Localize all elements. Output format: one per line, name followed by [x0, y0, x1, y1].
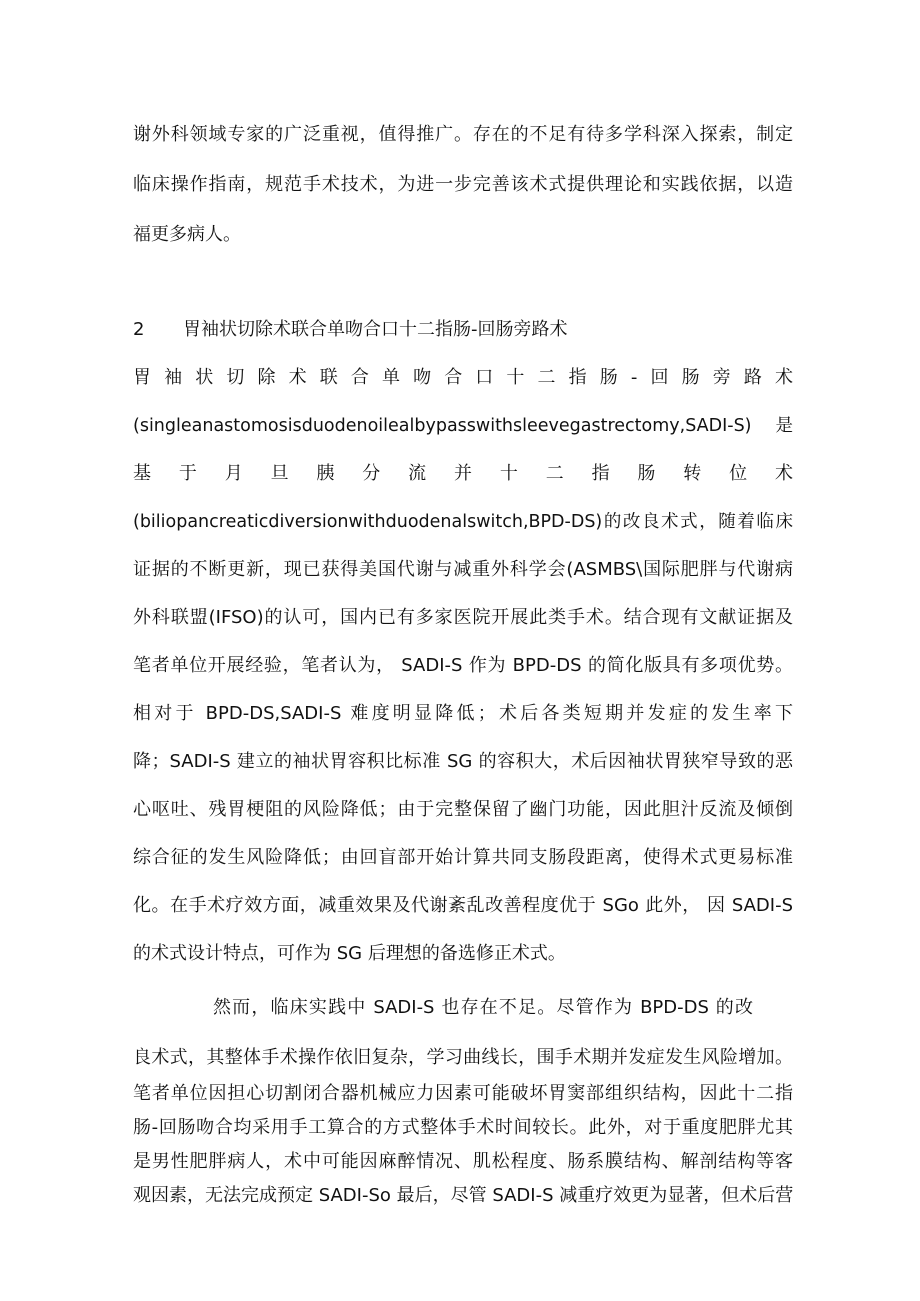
paragraph-2-line-12: 化。在手术疗效方面，减重效果及代谢紊乱改善程度优于 SGo 此外， 因 SADI-S — [133, 895, 793, 916]
paragraph-2-line-5: 证据的不断更新，现已获得美国代谢与减重外科学会(ASMBS\国际肥胖与代谢病 — [133, 559, 793, 580]
paragraph-3-line-2: 良术式，其整体手术操作依旧复杂，学习曲线长，围手术期并发症发生风险增加。 — [133, 1047, 793, 1068]
paragraph-2-line-4: (biliopancreaticdiversionwithduodenalswitch,BPD-DS)的改良术式，随着临床 — [133, 512, 793, 532]
section-number: 2 — [133, 319, 145, 340]
section-title: 胃袖状切除术联合单吻合口十二指肠-回肠旁路术 — [183, 319, 568, 340]
paragraph-2-line-8: 相对于 BPD-DS,SADI-S 难度明显降低；术后各类短期并发症的发生率下 — [133, 703, 793, 724]
paragraph-2-line-7: 笔者单位开展经验，笔者认为， SADI-S 作为 BPD-DS 的简化版具有多项优势。 — [133, 655, 793, 676]
paragraph-3-line-6: 观因素，无法完成预定 SADI-So 最后，尽管 SADI-S 减重疗效更为显著，但术后营 — [133, 1185, 793, 1206]
paragraph-2-line-1: 胃袖状切除术联合单吻合口十二指肠-回肠旁路术 — [133, 367, 793, 388]
paragraph-3-line-5: 是男性肥胖病人，术中可能因麻醉情况、肌松程度、肠系膜结构、解剖结构等客 — [133, 1151, 793, 1172]
paragraph-1-line-3: 福更多病人。 — [133, 224, 241, 245]
paragraph-2-line-10: 心呕吐、残胃梗阻的风险降低；由于完整保留了幽门功能，因此胆汁反流及倾倒 — [133, 799, 793, 820]
paragraph-2-line-9: 降；SADI-S 建立的袖状胃容积比标准 SG 的容积大，术后因袖状胃狭窄导致的恶 — [133, 751, 793, 772]
paragraph-3-line-3: 笔者单位因担心切割闭合器机械应力因素可能破坏胃窦部组织结构，因此十二指 — [133, 1083, 793, 1104]
paragraph-2-line-3: 基于月旦胰分流并十二指肠转位术 — [133, 463, 793, 484]
paragraph-2-line-13: 的术式设计特点，可作为 SG 后理想的备选修正术式。 — [133, 943, 566, 964]
paragraph-1-line-1: 谢外科领域专家的广泛重视，值得推广。存在的不足有待多学科深入探索，制定 — [133, 124, 793, 145]
paragraph-3-line-4: 肠-回肠吻合均采用手工算合的方式整体手术时间较长。此外，对于重度肥胖尤其 — [133, 1117, 793, 1138]
paragraph-2-line-6: 外科联盟(IFSO)的认可，国内已有多家医院开展此类手术。结合现有文献证据及 — [133, 607, 793, 628]
paragraph-3-line-1: 然而，临床实践中 SADI-S 也存在不足。尽管作为 BPD-DS 的改 — [213, 997, 753, 1018]
paragraph-1-line-2: 临床操作指南，规范手术技术，为进一步完善该术式提供理论和实践依据，以造 — [133, 174, 793, 195]
paragraph-2-line-2: (singleanastomosisduodenoilealbypasswithsleevegastrectomy,SADI-S) 是 — [133, 416, 793, 436]
paragraph-2-line-11: 综合征的发生风险降低；由回盲部开始计算共同支肠段距离，使得术式更易标准 — [133, 847, 793, 868]
